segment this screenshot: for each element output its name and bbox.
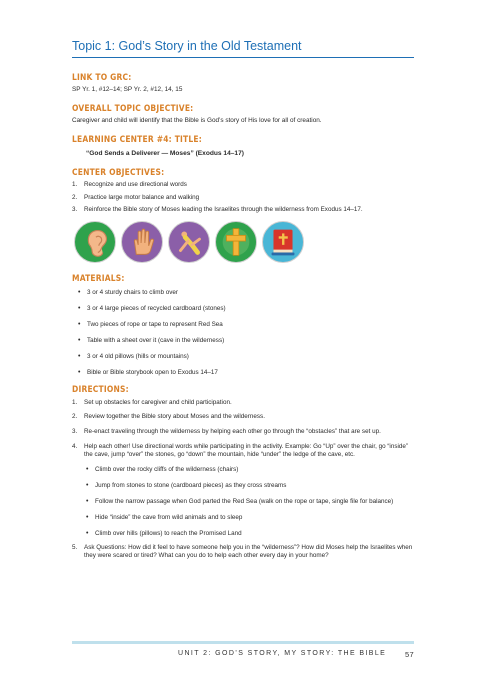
list-item: 4. Help each other! Use directional words while participating in the activity. Example: Go “Up” over the chair, go “inside” the cave, jump “over” the stones, go “down” the mountain, hide “under” the ledge of the cave, etc. • Climb over the rocky cliffs of the wilderness (chairs) • Jump from stones to stone (cardboard pieces) as they cross streams • Follow the narrow passage when God parted the Red Sea (walk on the rope or tape, single file for balance) • Hide “inside” the cave from wild animals and to sleep • Climb over hills (pillows) to reach the Promised Land (72, 443, 414, 538)
hand-icon (121, 221, 163, 263)
list-item: 2. Review together the Bible story about Moses and the wilderness. (72, 413, 265, 421)
list-item: • 3 or 4 sturdy chairs to climb over (78, 288, 178, 296)
movement-icon (168, 221, 210, 263)
bible-icon (262, 221, 304, 263)
directions-sub-list (72, 465, 414, 538)
page-number: 57 (405, 650, 414, 659)
center-objectives-list (72, 181, 414, 215)
page-content (72, 38, 414, 567)
list-item: • Hide “inside” the cave from wild animals and to sleep (86, 513, 243, 521)
list-item: • Jump from stones to stone (cardboard pieces) as they cross streams (86, 481, 287, 489)
list-item: • Table with a sheet over it (cave in the wilderness) (78, 336, 225, 344)
list-item: 3. Reinforce the Bible story of Moses leading the Israelites through the wilderness from Exodus 14–17. (72, 206, 363, 214)
center-objectives-heading: CENTER OBJECTIVES: (72, 167, 165, 177)
list-item: 3. Re-enact traveling through the wilderness by helping each other go through the “obstacles” that are set up. (72, 427, 381, 435)
learning-center-heading: LEARNING CENTER #4: TITLE: (72, 134, 202, 144)
list-item: • Climb over hills (pillows) to reach the Promised Land (86, 529, 242, 537)
directions-list (72, 399, 414, 561)
list-item: 2. Practice large motor balance and walking (72, 193, 200, 201)
materials-heading: MATERIALS: (72, 272, 125, 283)
materials-list (72, 288, 414, 377)
directions-heading: DIRECTIONS: (72, 383, 129, 394)
learning-center-title: “God Sends a Deliverer — Moses” (Exodus 14–17) (86, 150, 244, 157)
objective-text: Caregiver and child will identify that the Bible is God’s story of His love for all of creation. (72, 117, 322, 124)
page-title: Topic 1: God’s Story in the Old Testament (72, 38, 414, 58)
ear-icon (74, 221, 116, 263)
list-item: 1. Recognize and use directional words (72, 181, 187, 188)
link-heading: LINK TO GRC: (72, 72, 132, 82)
list-item: • 3 or 4 old pillows (hills or mountains) (78, 352, 189, 360)
list-item: • Bible or Bible storybook open to Exodus 14–17 (78, 368, 218, 376)
list-item: 1. Set up obstacles for caregiver and child participation. (72, 398, 232, 406)
list-item: • 3 or 4 large pieces of recycled cardboard (stones) (78, 304, 226, 312)
objective-heading: OVERALL TOPIC OBJECTIVE: (72, 103, 194, 113)
footer-unit-title: UNIT 2: GOD’S STORY, MY STORY: THE BIBLE (178, 650, 387, 657)
link-text: SP Yr. 1, #12–14; SP Yr. 2, #12, 14, 15 (72, 86, 183, 93)
footer-rule (72, 641, 414, 644)
list-item: • Two pieces of rope or tape to represent Red Sea (78, 320, 223, 328)
cross-icon (215, 221, 257, 263)
page-footer (178, 650, 414, 659)
list-item: • Follow the narrow passage when God parted the Red Sea (walk on the rope or tape, single file for balance) (86, 497, 394, 505)
list-item: • Climb over the rocky cliffs of the wilderness (chairs) (86, 465, 239, 473)
learning-icons-row (74, 221, 414, 265)
list-item: 5. Ask Questions: How did it feel to have someone help you in the “wilderness”? How did Moses help the Israelites when they were scared or tired? What can you do to help each other every day in your home? (72, 543, 413, 560)
